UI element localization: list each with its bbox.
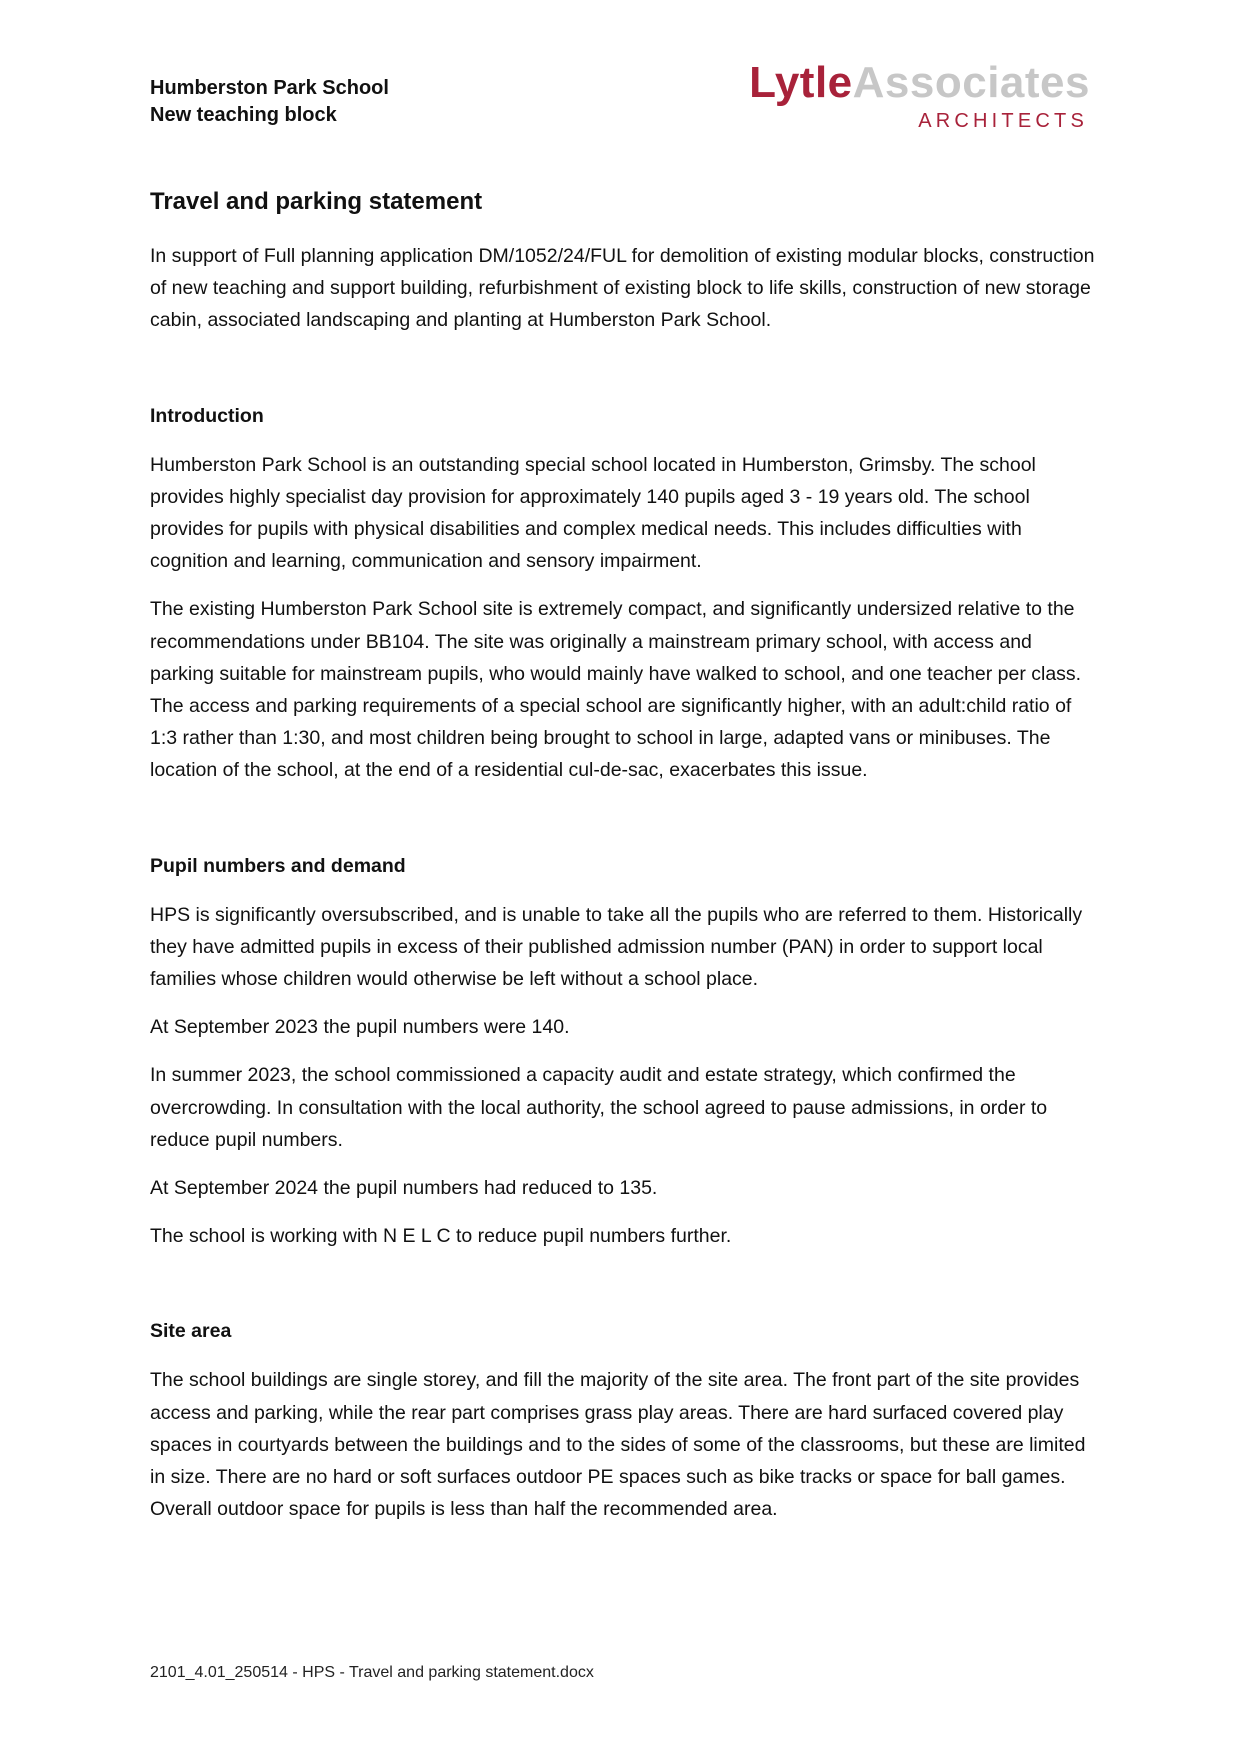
paragraph: The school is working with N E L C to reduce pupil numbers further. <box>150 1225 732 1248</box>
paragraph: At September 2023 the pupil numbers were 140. <box>150 1016 570 1039</box>
intro-paragraph: In support of Full planning application DM/1052/24/FUL for demolition of existing modular blocks, construction of new teaching and support building, refurbishment of existing block to life skills, construction of new storage cabin, associated landscaping and planting at Humberston Park School. <box>150 245 1095 332</box>
paragraph: Humberston Park School is an outstanding special school located in Humberston, Grimsby. The school provides highly specialist day provision for approximately 140 pupils aged 3 - 19 years old. The school provides for pupils with physical disabilities and complex medical needs. This includes difficulties with cognition and learning, communication and sensory impairment. <box>150 453 1036 573</box>
footer-filename: 2101_4.01_250514 - HPS - Travel and parking statement.docx <box>150 1664 594 1681</box>
project-name: Humberston Park School <box>150 77 389 99</box>
paragraph: HPS is significantly oversubscribed, and is unable to take all the pupils who are referred to them. Historically they have admitted pupils in excess of their published admission number (PAN) in order to support local families whose children would otherwise be left without a school place. <box>150 903 1083 991</box>
project-subtitle: New teaching block <box>150 104 337 126</box>
company-logo <box>749 58 1090 138</box>
document-header <box>150 75 389 129</box>
document-body <box>150 186 1100 1541</box>
paragraph: The school buildings are single storey, and fill the majority of the site area. The front part of the site provides access and parking, while the rear part comprises grass play areas. There are hard surfaced covered play spaces in courtyards between the buildings and to the sides of some of the classrooms, but these are limited in size. There are no hard or soft surfaces outdoor PE spaces such as bike tracks or space for ball games. Overall outdoor space for pupils is less than half the recommended area. <box>150 1369 1086 1521</box>
logo-name-part2: Associates <box>852 58 1090 107</box>
section-heading-introduction: Introduction <box>150 404 264 427</box>
logo-wordmark <box>749 58 1090 108</box>
paragraph: At September 2024 the pupil numbers had reduced to 135. <box>150 1177 658 1200</box>
logo-subtitle: ARCHITECTS <box>918 110 1088 132</box>
section-heading-pupil-numbers: Pupil numbers and demand <box>150 854 406 877</box>
logo-name-part1: Lytle <box>749 58 853 107</box>
document-title: Travel and parking statement <box>150 188 483 215</box>
section-heading-site-area: Site area <box>150 1320 232 1343</box>
paragraph: The existing Humberston Park School site is extremely compact, and significantly undersized relative to the recommendations under BB104. The site was originally a mainstream primary school, with access and parking suitable for mainstream pupils, who would mainly have walked to school, and one teacher per class. The access and parking requirements of a special school are significantly higher, with an adult:child ratio of 1:3 rather than 1:30, and most children being brought to school in large, adapted vans or minibuses. The location of the school, at the end of a residential cul-de-sac, exacerbates this issue. <box>150 598 1082 782</box>
paragraph: In summer 2023, the school commissioned a capacity audit and estate strategy, which confirmed the overcrowding. In consultation with the local authority, the school agreed to pause admissions, in order to reduce pupil numbers. <box>150 1064 1048 1151</box>
